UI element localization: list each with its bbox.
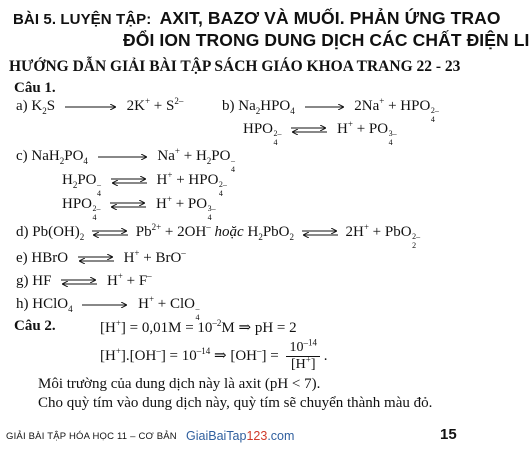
equation-d-or: hoặc — [214, 224, 244, 240]
equation-e-rhs: H+ + BrO– — [123, 248, 186, 266]
equation-b-rhs: 2Na+ + HPO 2– 4 — [354, 96, 439, 124]
equilibrium-arrow-icon — [110, 200, 146, 210]
q2-fraction — [286, 337, 320, 373]
lesson-title-line1: AXIT, BAZƠ VÀ MUỐI. PHẢN ỨNG TRAO — [159, 8, 501, 28]
equation-c-prefix: c) — [16, 148, 28, 164]
equilibrium-arrow-icon — [302, 228, 338, 238]
equilibrium-arrow-icon — [291, 125, 327, 135]
equation-b-step2-rhs: H+ + PO 3– 4 — [337, 119, 397, 147]
lesson-title-line2: ĐỔI ION TRONG DUNG DỊCH CÁC CHẤT ĐIỆN LI — [123, 30, 530, 50]
equation-a-lhs: $K_2S$ — [31, 98, 56, 116]
watermark: GiaiBaiTap123.com — [186, 429, 295, 443]
book-footer: GIẢI BÀI TẬP HÓA HỌC 11 – CƠ BẢN — [6, 431, 177, 442]
equation-d-rhs: $Pb^{2+} + 2OH^-$ — [135, 222, 211, 240]
forward-arrow-icon — [65, 103, 117, 111]
equation-c-step3 — [62, 196, 216, 222]
forward-arrow-icon — [305, 103, 345, 111]
q2-fraction-period: . — [323, 347, 328, 364]
forward-arrow-icon — [98, 153, 148, 161]
equilibrium-arrow-icon — [61, 277, 97, 287]
equation-a-rhs: $2K^+ + S^{2-}$ — [126, 96, 184, 114]
q2-fraction-denominator: [H+] — [290, 354, 316, 372]
forward-arrow-icon — [82, 301, 128, 309]
equation-g-rhs: H+ + F– — [106, 271, 152, 289]
q2-line2 — [100, 337, 328, 373]
question-1-label: Câu 1. — [14, 80, 56, 96]
equilibrium-arrow-icon — [111, 176, 147, 186]
equation-d-lhs2: $H_2PbO_2$ — [247, 224, 294, 242]
section-subtitle: HƯỚNG DẪN GIẢI BÀI TẬP SÁCH GIÁO KHOA TRANG 22 - 23 — [9, 58, 461, 75]
equation-h-rhs: H+ + ClO – 4 — [138, 294, 200, 322]
equation-c-step2-rhs: H+ + HPO 2– 4 — [156, 170, 227, 198]
q2-line3: Môi trường của dung dịch này là axit (pH < 7). — [38, 376, 321, 392]
equation-b-step2-lhs: HPO 2– 4 — [243, 121, 282, 147]
equilibrium-arrow-icon — [78, 254, 114, 264]
page-number: 15 — [440, 426, 457, 443]
equation-b-prefix: b) — [222, 98, 235, 114]
equation-g-lhs: HF — [32, 273, 52, 289]
equation-e-lhs: HBrO — [31, 250, 69, 266]
equation-d-rhs2: 2H+ + PbO 2– 2 — [345, 222, 421, 250]
equation-e-prefix: e) — [16, 250, 28, 266]
question-2-label: Câu 2. — [14, 318, 56, 334]
equation-c-rhs: $Na^+ + H_2PO$ – 4 — [157, 146, 235, 174]
q2-fraction-numerator: $10^{-14}$ — [286, 340, 320, 357]
equation-d — [16, 224, 420, 250]
equation-e — [16, 250, 186, 267]
equation-c-step2 — [62, 172, 227, 198]
equation-h-prefix: h) — [16, 296, 29, 312]
equation-a-prefix: a) — [16, 98, 28, 114]
equation-b-lhs: $Na_2HPO_4$ — [238, 98, 295, 116]
equilibrium-arrow-icon — [92, 228, 128, 238]
equation-d-lhs: $Pb(OH)_2$ — [32, 224, 85, 242]
equation-h-lhs: HClO$_4$ — [32, 296, 73, 314]
equation-c-step3-lhs: HPO 2– 4 — [62, 196, 101, 222]
equation-c-lhs: $NaH_2PO_4$ — [31, 148, 88, 166]
lesson-lead: BÀI 5. LUYỆN TẬP: — [13, 11, 152, 28]
equation-a — [16, 98, 183, 115]
equation-g — [16, 273, 152, 290]
equation-d-prefix: d) — [16, 224, 29, 240]
q2-line1: $[H^+] = 0,01M = 10^{-2}M$ ⇒ pH = 2 — [100, 318, 297, 336]
equation-g-prefix: g) — [16, 273, 29, 289]
equation-c-step2-lhs: $H_2PO$ – 4 — [62, 172, 102, 198]
q2-line4: Cho quỳ tím vào dung dịch này, quỳ tím sẽ chuyển thành màu đỏ. — [38, 395, 433, 411]
q2-line2-lhs: $[H^+].[OH^-] = 10^{-14}$ ⇒ [OH–] = — [100, 345, 279, 364]
equation-c — [16, 148, 235, 174]
lesson-heading — [13, 8, 501, 29]
equation-c-step3-rhs: H+ + PO 3– 4 — [156, 194, 216, 222]
equation-b-step2 — [243, 121, 397, 147]
